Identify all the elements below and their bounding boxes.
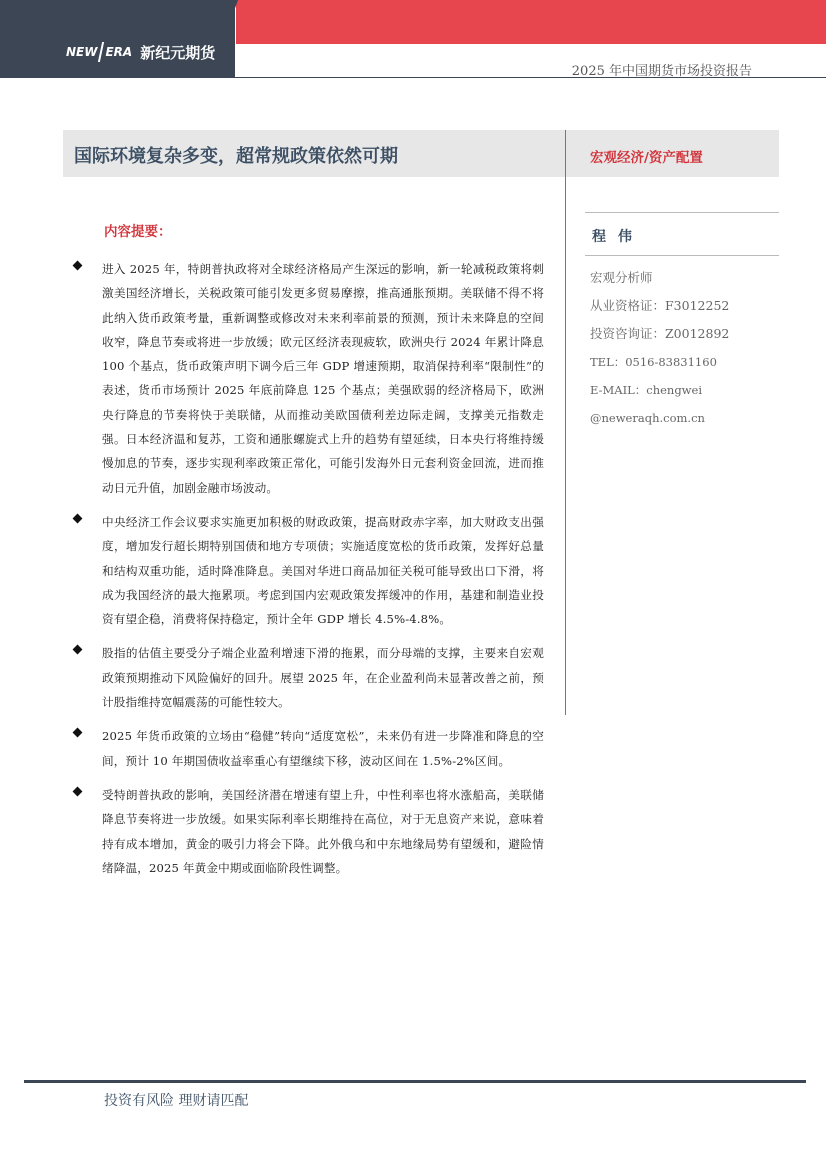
column-divider [565,130,566,715]
summary-bullet [74,783,544,880]
bullet-text: 受特朗普执政的影响，美国经济潜在增速有望上升，中性利率也将水涨船高，美联储降息节奏将进一步放缓。如果实际利率长期维持在高位，对于无息资产来说，意味着持有成本增加，黄金的吸引力将会下降。此外俄乌和中东地缘局势有望缓和，避险情绪降温，2025 年黄金中期或面临阶段性调整。 [102,787,544,875]
bullet-text: 进入 2025 年，特朗普执政将对全球经济格局产生深远的影响，新一轮减税政策将刺激美国经济增长，关税政策可能引发更多贸易摩擦，推高通胀预期。美联储不得不将此纳入货币政策考量，重新调整或修改对未来利率前景的预测，预计未来降息的空间收窄，降息节奏或将进一步放缓；欧元区经济表现疲软，欧洲央行 2024 年累计降息 100 个基点，货币政策声明下调今后三年 GDP 增速预期，取消保持利率“限制性”的表述，货币市场预计 2025 年底前降息 125 个基点；美强欧弱的经济格局下，欧洲央行降息的节奏将快于美联储，从而推动美欧国债利差边际走阔，支撑美元指数走强。日本经济温和复苏，工资和通胀螺旋式上升的趋势有望延续，日本央行将维持缓慢加息的节奏，逐步实现利率政策正常化，可能引发海外日元套利资金回流，进而推动日元升值，加剧金融市场波动。 [102,262,544,495]
author-tel: TEL：0516-83831160 [590,355,717,369]
author-position: 宏观分析师 [590,270,653,285]
company-name: 新纪元期货 [140,43,216,62]
author-name: 程伟 [592,229,644,245]
summary-bullet [74,510,544,631]
summary-bullet [74,724,544,773]
header-navy-band [0,0,235,78]
summary-bullet [74,641,544,714]
report-title: 2025 年中国期货市场投资报告 [571,64,752,79]
author-email: E-MAIL：chengwei [590,383,703,397]
summary-bullet [74,257,544,500]
author-consult-cert: 投资咨询证：Z0012892 [590,326,730,341]
header-red-band [236,0,826,44]
footer-rule [24,1080,806,1083]
footer-disclaimer: 投资有风险 理财请匹配 [104,1093,249,1109]
diamond-bullet-icon [73,514,83,524]
header-navy-slant [210,0,238,78]
logo-mark-left: NEW [66,45,98,59]
sidebar-rule-bottom [585,255,779,256]
summary-bullet-list [74,257,544,890]
logo-mark [66,42,132,62]
diamond-bullet-icon [73,786,83,796]
category-label: 宏观经济/资产配置 [590,150,703,166]
sidebar-rule-top [585,212,779,213]
bullet-text: 中央经济工作会议要求实施更加积极的财政政策，提高财政赤字率，加大财政支出强度，增加发行超长期特别国债和地方专项债；实施适度宽松的货币政策，发挥好总量和结构双重功能，适时降准降息。美国对华进口商品加征关税可能导致出口下滑，将成为我国经济的最大拖累项。考虑到国内宏观政策发挥缓冲的作用，基建和制造业投资有望企稳，消费将保持稳定，预计全年 GDP 增长 4.5%-4.8%。 [102,514,544,627]
bullet-text: 股指的估值主要受分子端企业盈利增速下滑的拖累，而分母端的支撑，主要来自宏观政策预期推动下风险偏好的回升。展望 2025 年，在企业盈利尚未显著改善之前，预计股指维持宽幅震荡的可能性较大。 [102,646,544,710]
diamond-bullet-icon [73,645,83,655]
logo-separator-icon [98,42,104,62]
summary-heading: 内容提要： [104,224,172,240]
author-email-domain: @neweraqh.com.cn [590,411,705,425]
bullet-text: 2025 年货币政策的立场由“稳健”转向“适度宽松”，未来仍有进一步降准和降息的空间，预计 10 年期国债收益率重心有望继续下移，波动区间在 1.5%-2%区间。 [102,729,544,768]
diamond-bullet-icon [73,728,83,738]
page-title: 国际环境复杂多变，超常规政策依然可期 [74,146,398,167]
author-info [590,264,790,432]
author-qualification: 从业资格证：F3012252 [590,298,730,313]
diamond-bullet-icon [73,261,83,271]
company-logo [66,40,215,64]
logo-mark-right: ERA [105,45,133,59]
